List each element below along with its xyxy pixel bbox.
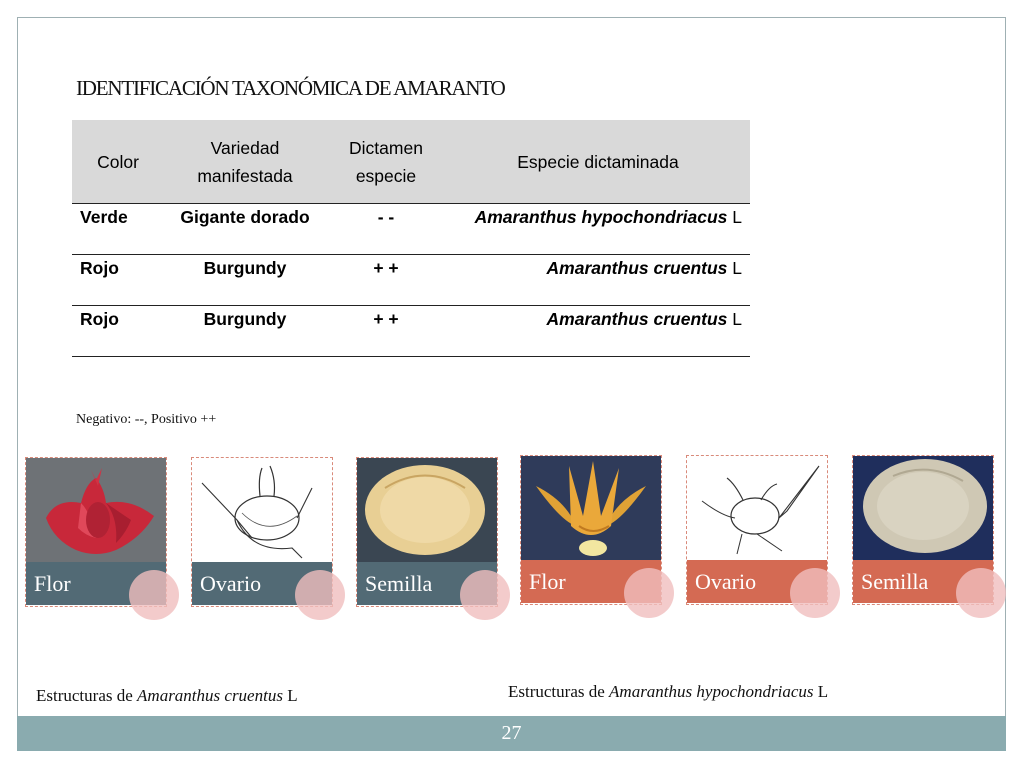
cell-color: Rojo bbox=[72, 255, 164, 306]
header-dictamen bbox=[326, 120, 446, 204]
cell-color: Rojo bbox=[72, 306, 164, 357]
header-color: Color bbox=[72, 120, 164, 204]
caption-cruentus bbox=[36, 686, 298, 706]
flower-image bbox=[26, 458, 166, 563]
slide-title: IDENTIFICACIÓN TAXONÓMICA DE AMARANTO bbox=[76, 76, 505, 100]
table-header-row bbox=[72, 120, 750, 204]
decorative-circle bbox=[624, 568, 674, 618]
caption-prefix: Estructuras de bbox=[36, 686, 133, 705]
cell-especie bbox=[446, 255, 750, 306]
header-dictamen-line1: Dictamen bbox=[349, 137, 423, 158]
caption-author: L bbox=[817, 682, 829, 701]
cell-especie bbox=[446, 204, 750, 255]
decorative-circle bbox=[460, 570, 510, 620]
cell-variedad: Burgundy bbox=[164, 306, 326, 357]
cell-dictamen: - - bbox=[326, 204, 446, 255]
caption-species: Amaranthus hypochondriacus bbox=[609, 682, 814, 701]
header-variedad bbox=[164, 120, 326, 204]
caption-author: L bbox=[287, 686, 298, 705]
pale-seed-icon bbox=[853, 456, 993, 561]
yellow-flower-icon bbox=[521, 456, 661, 561]
seed-image bbox=[853, 456, 993, 561]
cell-dictamen: + + bbox=[326, 255, 446, 306]
species-author: L bbox=[732, 258, 742, 278]
taxonomy-table bbox=[72, 120, 750, 357]
golden-seed-icon bbox=[357, 458, 497, 563]
table-row bbox=[72, 306, 750, 357]
caption-prefix: Estructuras de bbox=[508, 682, 605, 701]
cell-variedad: Burgundy bbox=[164, 255, 326, 306]
species-author: L bbox=[732, 207, 742, 227]
legend-note: Negativo: --, Positivo ++ bbox=[76, 412, 217, 427]
cell-dictamen: + + bbox=[326, 306, 446, 357]
decorative-circle bbox=[295, 570, 345, 620]
table-row bbox=[72, 204, 750, 255]
header-dictamen-line2: especie bbox=[355, 165, 417, 186]
ovary-drawing bbox=[192, 458, 332, 563]
card-label: Semilla bbox=[853, 560, 993, 603]
footer-bar bbox=[17, 716, 1006, 751]
decorative-circle bbox=[129, 570, 179, 620]
header-variedad-line1: Variedad bbox=[210, 137, 280, 158]
cell-color: Verde bbox=[72, 204, 164, 255]
table-row bbox=[72, 255, 750, 306]
decorative-circle bbox=[790, 568, 840, 618]
ovary-sketch-icon bbox=[192, 458, 332, 563]
card-label: Flor bbox=[521, 560, 661, 603]
red-flower-icon bbox=[26, 458, 166, 563]
cell-especie bbox=[446, 306, 750, 357]
seed-image bbox=[357, 458, 497, 563]
species-author: L bbox=[732, 309, 742, 329]
card-label: Semilla bbox=[357, 562, 497, 605]
caption-hypochondriacus bbox=[508, 682, 828, 702]
page-number: 27 bbox=[501, 722, 522, 744]
species-name: Amaranthus hypochondriacus bbox=[474, 207, 728, 227]
cell-variedad: Gigante dorado bbox=[164, 204, 326, 255]
flower-image bbox=[521, 456, 661, 561]
species-name: Amaranthus cruentus bbox=[546, 309, 728, 329]
card-label: Ovario bbox=[192, 562, 332, 605]
header-variedad-line2: manifestada bbox=[197, 165, 293, 186]
species-name: Amaranthus cruentus bbox=[546, 258, 728, 278]
ovary-drawing bbox=[687, 456, 827, 561]
card-label: Flor bbox=[26, 562, 166, 605]
decorative-circle bbox=[956, 568, 1006, 618]
header-especie: Especie dictaminada bbox=[446, 120, 750, 204]
ovary-sketch-icon bbox=[687, 456, 827, 561]
caption-species: Amaranthus cruentus bbox=[137, 686, 283, 705]
card-label: Ovario bbox=[687, 560, 827, 603]
